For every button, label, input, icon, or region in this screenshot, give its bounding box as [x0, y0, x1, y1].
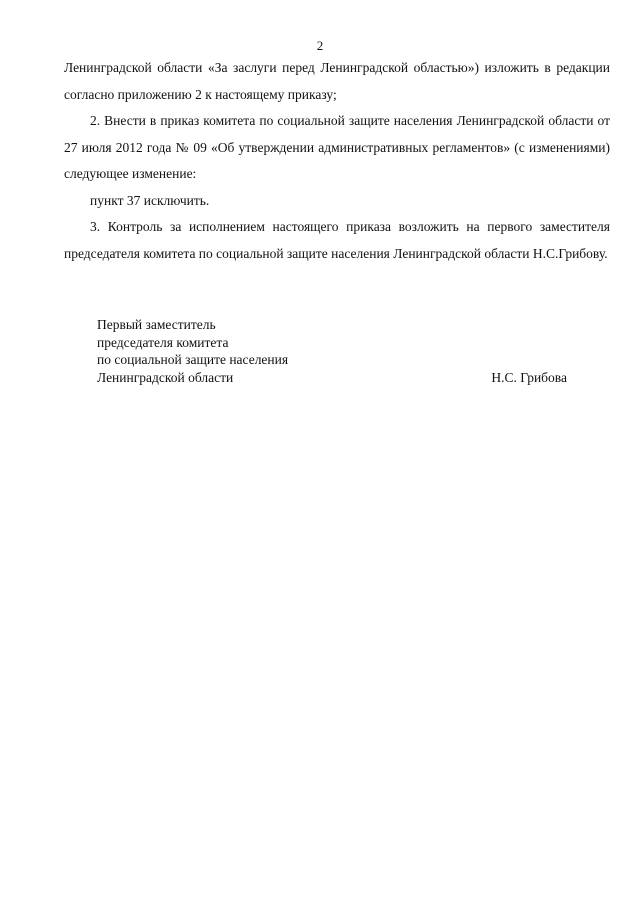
paragraph-continuation: Ленинградской области «За заслуги перед Ленинградской областью») изложить в редакции согласно приложению 2 к настоящему приказу;	[64, 60, 610, 102]
signer-title-line-4: Ленинградской области	[97, 369, 234, 385]
signer-title-line-1: Первый заместитель	[97, 317, 216, 332]
signer-row	[97, 369, 567, 387]
paragraph-item-2-subpoint: пункт 37 исключить.	[90, 192, 210, 208]
signer-name: Н.С. Грибова	[491, 369, 567, 385]
signer-title-line-3: по социальной защите населения	[97, 352, 289, 367]
signature-block	[97, 316, 567, 386]
document-body	[64, 55, 610, 267]
signer-title-line-2: председателя комитета	[97, 334, 229, 350]
paragraph-item-2: 2. Внести в приказ комитета по социальной защите населения Ленинградской области от 27 июля 2012 года № 09 «Об утверждении административных регламентов» (с изменениями) следующее изменение:	[64, 113, 610, 181]
page-number: 2	[316, 38, 324, 53]
paragraph-item-3: 3. Контроль за исполнением настоящего приказа возложить на первого заместителя председателя комитета по социальной защите населения Ленинградской области Н.С.Грибову.	[64, 219, 610, 261]
